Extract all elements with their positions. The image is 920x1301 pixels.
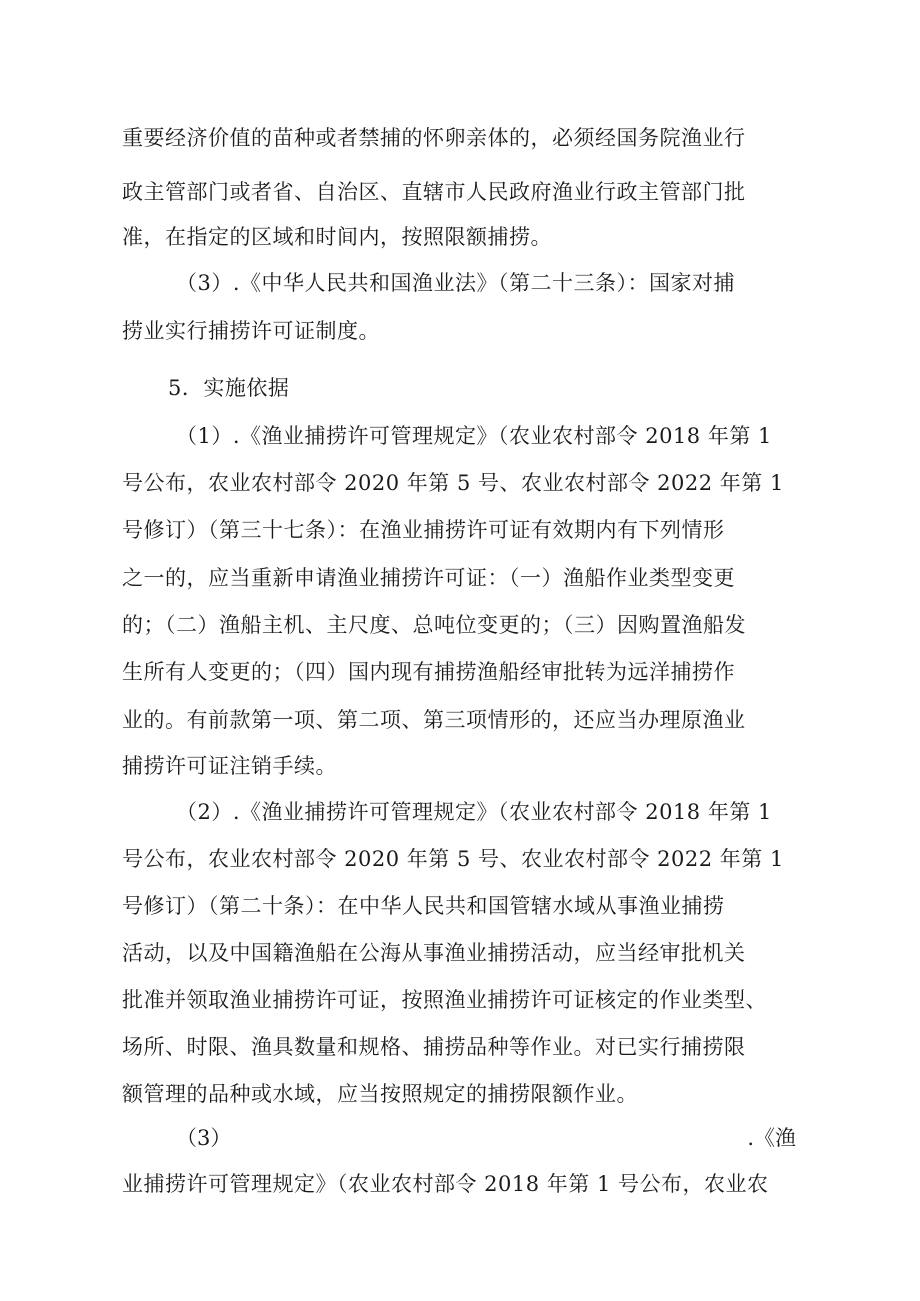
text-line: 重要经济价值的苗种或者禁捕的怀卵亲体的，必须经国务院渔业行 xyxy=(122,126,746,150)
text-line: 场所、时限、渔具数量和规格、捕捞品种等作业。对已实行捕捞限 xyxy=(122,1035,746,1059)
text-line: 准，在指定的区域和时间内，按照限额捕捞。 xyxy=(122,225,552,249)
text-line: 号修订）（第二十条）：在中华人民共和国管辖水域从事渔业捕捞 xyxy=(122,894,725,918)
text-line: 的；（二）渔船主机、主尺度、总吨位变更的；（三）因购置渔船发 xyxy=(122,613,746,637)
section-heading: 5．实施依据 xyxy=(168,376,290,400)
paragraph-item-3 xyxy=(176,1123,796,1153)
text-line: 之一的，应当重新申请渔业捕捞许可证：（一）渔船作业类型变更 xyxy=(122,566,735,590)
text-line: 捕捞许可证注销手续。 xyxy=(122,754,337,778)
text-line: 政主管部门或者省、自治区、直辖市人民政府渔业行政主管部门批 xyxy=(122,180,746,204)
text-line: 捞业实行捕捞许可证制度。 xyxy=(122,319,380,343)
text-line: 活动，以及中国籍渔船在公海从事渔业捕捞活动，应当经审批机关 xyxy=(122,941,746,965)
text-line: 号公布，农业农村部令 2020 年第 5 号、农业农村部令 2022 年第 1 xyxy=(122,471,784,495)
text-line: 号公布，农业农村部令 2020 年第 5 号、农业农村部令 2022 年第 1 xyxy=(122,847,784,871)
paragraph-item-2: （2）.《渔业捕捞许可管理规定》（农业农村部令 2018 年第 1 xyxy=(176,800,772,824)
text-line: 批准并领取渔业捕捞许可证，按照渔业捕捞许可证核定的作业类型、 xyxy=(122,988,767,1012)
text-line: 业捕捞许可管理规定》（农业农村部令 2018 年第 1 号公布，农业农 xyxy=(122,1172,769,1196)
text-line: 业的。有前款第一项、第二项、第三项情形的，还应当办理原渔业 xyxy=(122,708,746,732)
paragraph-item-1: （1）.《渔业捕捞许可管理规定》（农业农村部令 2018 年第 1 xyxy=(176,424,772,448)
item-3-title-start: .《渔 xyxy=(747,1126,796,1150)
paragraph-item-3-law: （3）.《中华人民共和国渔业法》（第二十三条）：国家对捕 xyxy=(176,271,736,295)
item-3-number: （3） xyxy=(176,1126,232,1150)
text-line: 生所有人变更的；（四）国内现有捕捞渔船经审批转为远洋捕捞作 xyxy=(122,660,735,684)
text-line: 号修订）（第三十七条）：在渔业捕捞许可证有效期内有下列情形 xyxy=(122,518,725,542)
text-line: 额管理的品种或水域，应当按照规定的捕捞限额作业。 xyxy=(122,1082,638,1106)
